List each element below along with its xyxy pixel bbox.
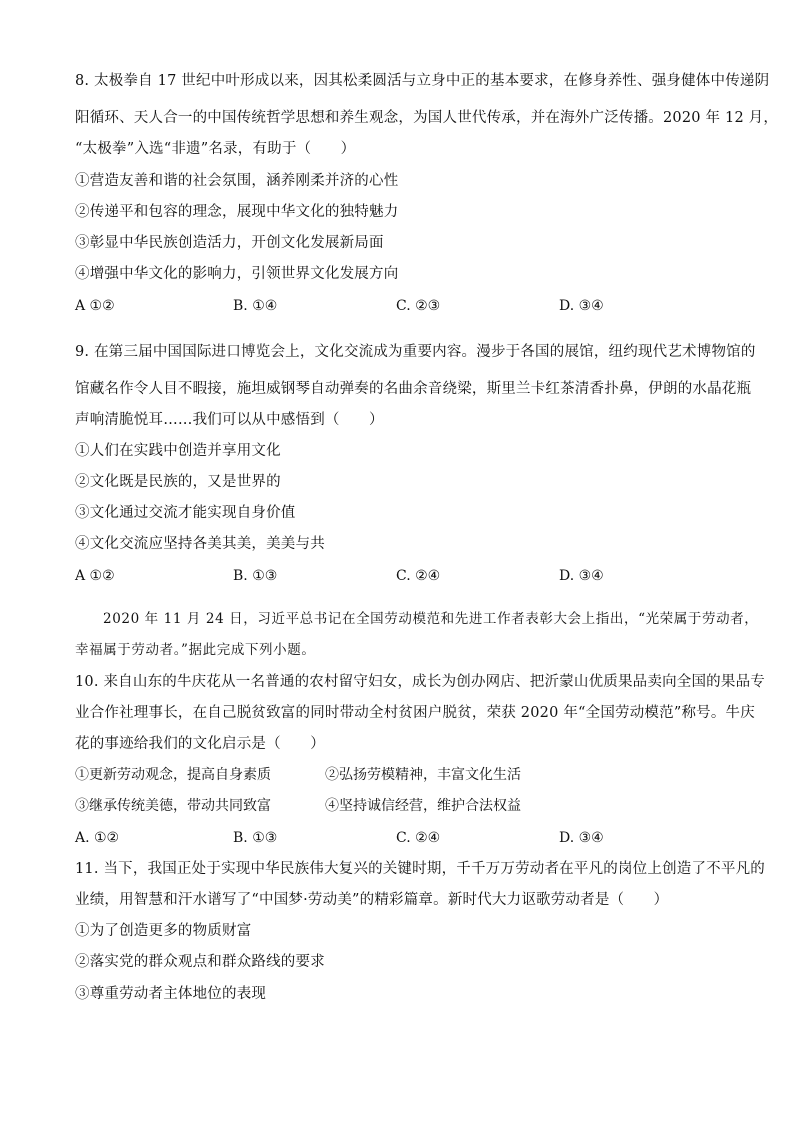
q8-item-3: ③彰显中华民族创造活力，开创文化发展新局面 <box>75 235 384 251</box>
q8-stem-line-3: “太极拳”入选“非遗”名录，有助于（ ） <box>75 141 356 157</box>
q8-item-2: ②传递平和包容的理念，展现中华文化的独特魅力 <box>75 204 399 220</box>
q10-stem-line-1: 10. 来自山东的牛庆花从一名普通的农村留守妇女，成长为创办网店、把沂蒙山优质果品卖向全国的果品专 <box>75 674 765 690</box>
q9-option-c: C. ②④ <box>396 568 441 584</box>
q10-item-4: ④坚持诚信经营，维护合法权益 <box>325 798 521 814</box>
q10-option-d: D. ③④ <box>559 830 604 846</box>
q11-item-1: ①为了创造更多的物质财富 <box>75 923 252 939</box>
material-line-1: 2020 年 11 月 24 日，习近平总书记在全国劳动模范和先进工作者表彰大会上指出，“光荣属于劳动者， <box>103 611 759 627</box>
q9-option-a: A ①② <box>75 568 115 584</box>
q10-option-c: C. ②④ <box>396 830 441 846</box>
q10-stem-line-3: 花的事迹给我们的文化启示是（ ） <box>75 736 325 752</box>
q10-item-2: ②弘扬劳模精神，丰富文化生活 <box>325 767 521 783</box>
q10-stem-line-2: 业合作社理事长，在自己脱贫致富的同时带动全村贫困户脱贫，荣获 2020 年“全国劳动模范”称号。牛庆 <box>75 705 755 721</box>
q8-item-1: ①营造友善和谐的社会氛围，涵养刚柔并济的心性 <box>75 173 399 189</box>
q10-option-a: A. ①② <box>75 830 120 846</box>
q10-option-b: B. ①③ <box>233 830 278 846</box>
q8-option-c: C. ②③ <box>396 298 441 314</box>
q9-option-d: D. ③④ <box>559 568 604 584</box>
q8-option-b: B. ①④ <box>233 298 278 314</box>
q9-item-3: ③文化通过交流才能实现自身价值 <box>75 505 296 521</box>
q11-stem-line-2: 业绩，用智慧和汗水谱写了“中国梦·劳动美”的精彩篇章。新时代大力讴歌劳动者是（ ） <box>75 892 669 908</box>
q11-stem-line-1: 11. 当下，我国正处于实现中华民族伟大复兴的关键时期，千千万万劳动者在平凡的岗位上创造了不平凡的 <box>75 861 765 877</box>
q8-item-4: ④增强中华文化的影响力，引领世界文化发展方向 <box>75 266 399 282</box>
q10-item-1: ①更新劳动观念，提高自身素质 <box>75 767 271 783</box>
q11-item-3: ③尊重劳动者主体地位的表现 <box>75 986 267 1002</box>
q9-item-4: ④文化交流应坚持各美其美，美美与共 <box>75 536 325 552</box>
q10-item-3: ③继承传统美德，带动共同致富 <box>75 798 271 814</box>
q8-option-d: D. ③④ <box>559 298 604 314</box>
q9-item-2: ②文化既是民族的，又是世界的 <box>75 474 281 490</box>
q9-stem-line-1: 9. 在第三届中国国际进口博览会上，文化交流成为重要内容。漫步于各国的展馆，纽约现代艺术博物馆的 <box>75 344 756 360</box>
q8-stem-line-1: 8. 太极拳自 17 世纪中叶形成以来，因其松柔圆活与立身中正的基本要求，在修身养性、强身健体中传递阴 <box>75 73 770 89</box>
q8-stem-line-2: 阳循环、天人合一的中国传统哲学思想和养生观念，为国人世代传承，并在海外广泛传播。2020 年 12 月， <box>75 110 779 126</box>
material-line-2: 幸福属于劳动者。”据此完成下列小题。 <box>75 642 316 658</box>
q8-option-a: A ①② <box>75 298 115 314</box>
q9-stem-line-3: 声响清脆悦耳……我们可以从中感悟到（ ） <box>75 412 384 428</box>
q9-option-b: B. ①③ <box>233 568 278 584</box>
q11-item-2: ②落实党的群众观点和群众路线的要求 <box>75 954 325 970</box>
q9-stem-line-2: 馆藏名作令人目不暇接，施坦威钢琴自动弹奏的名曲余音绕梁，斯里兰卡红茶清香扑鼻，伊朗的水晶花瓶 <box>75 381 752 397</box>
q9-item-1: ①人们在实践中创造并享用文化 <box>75 443 281 459</box>
